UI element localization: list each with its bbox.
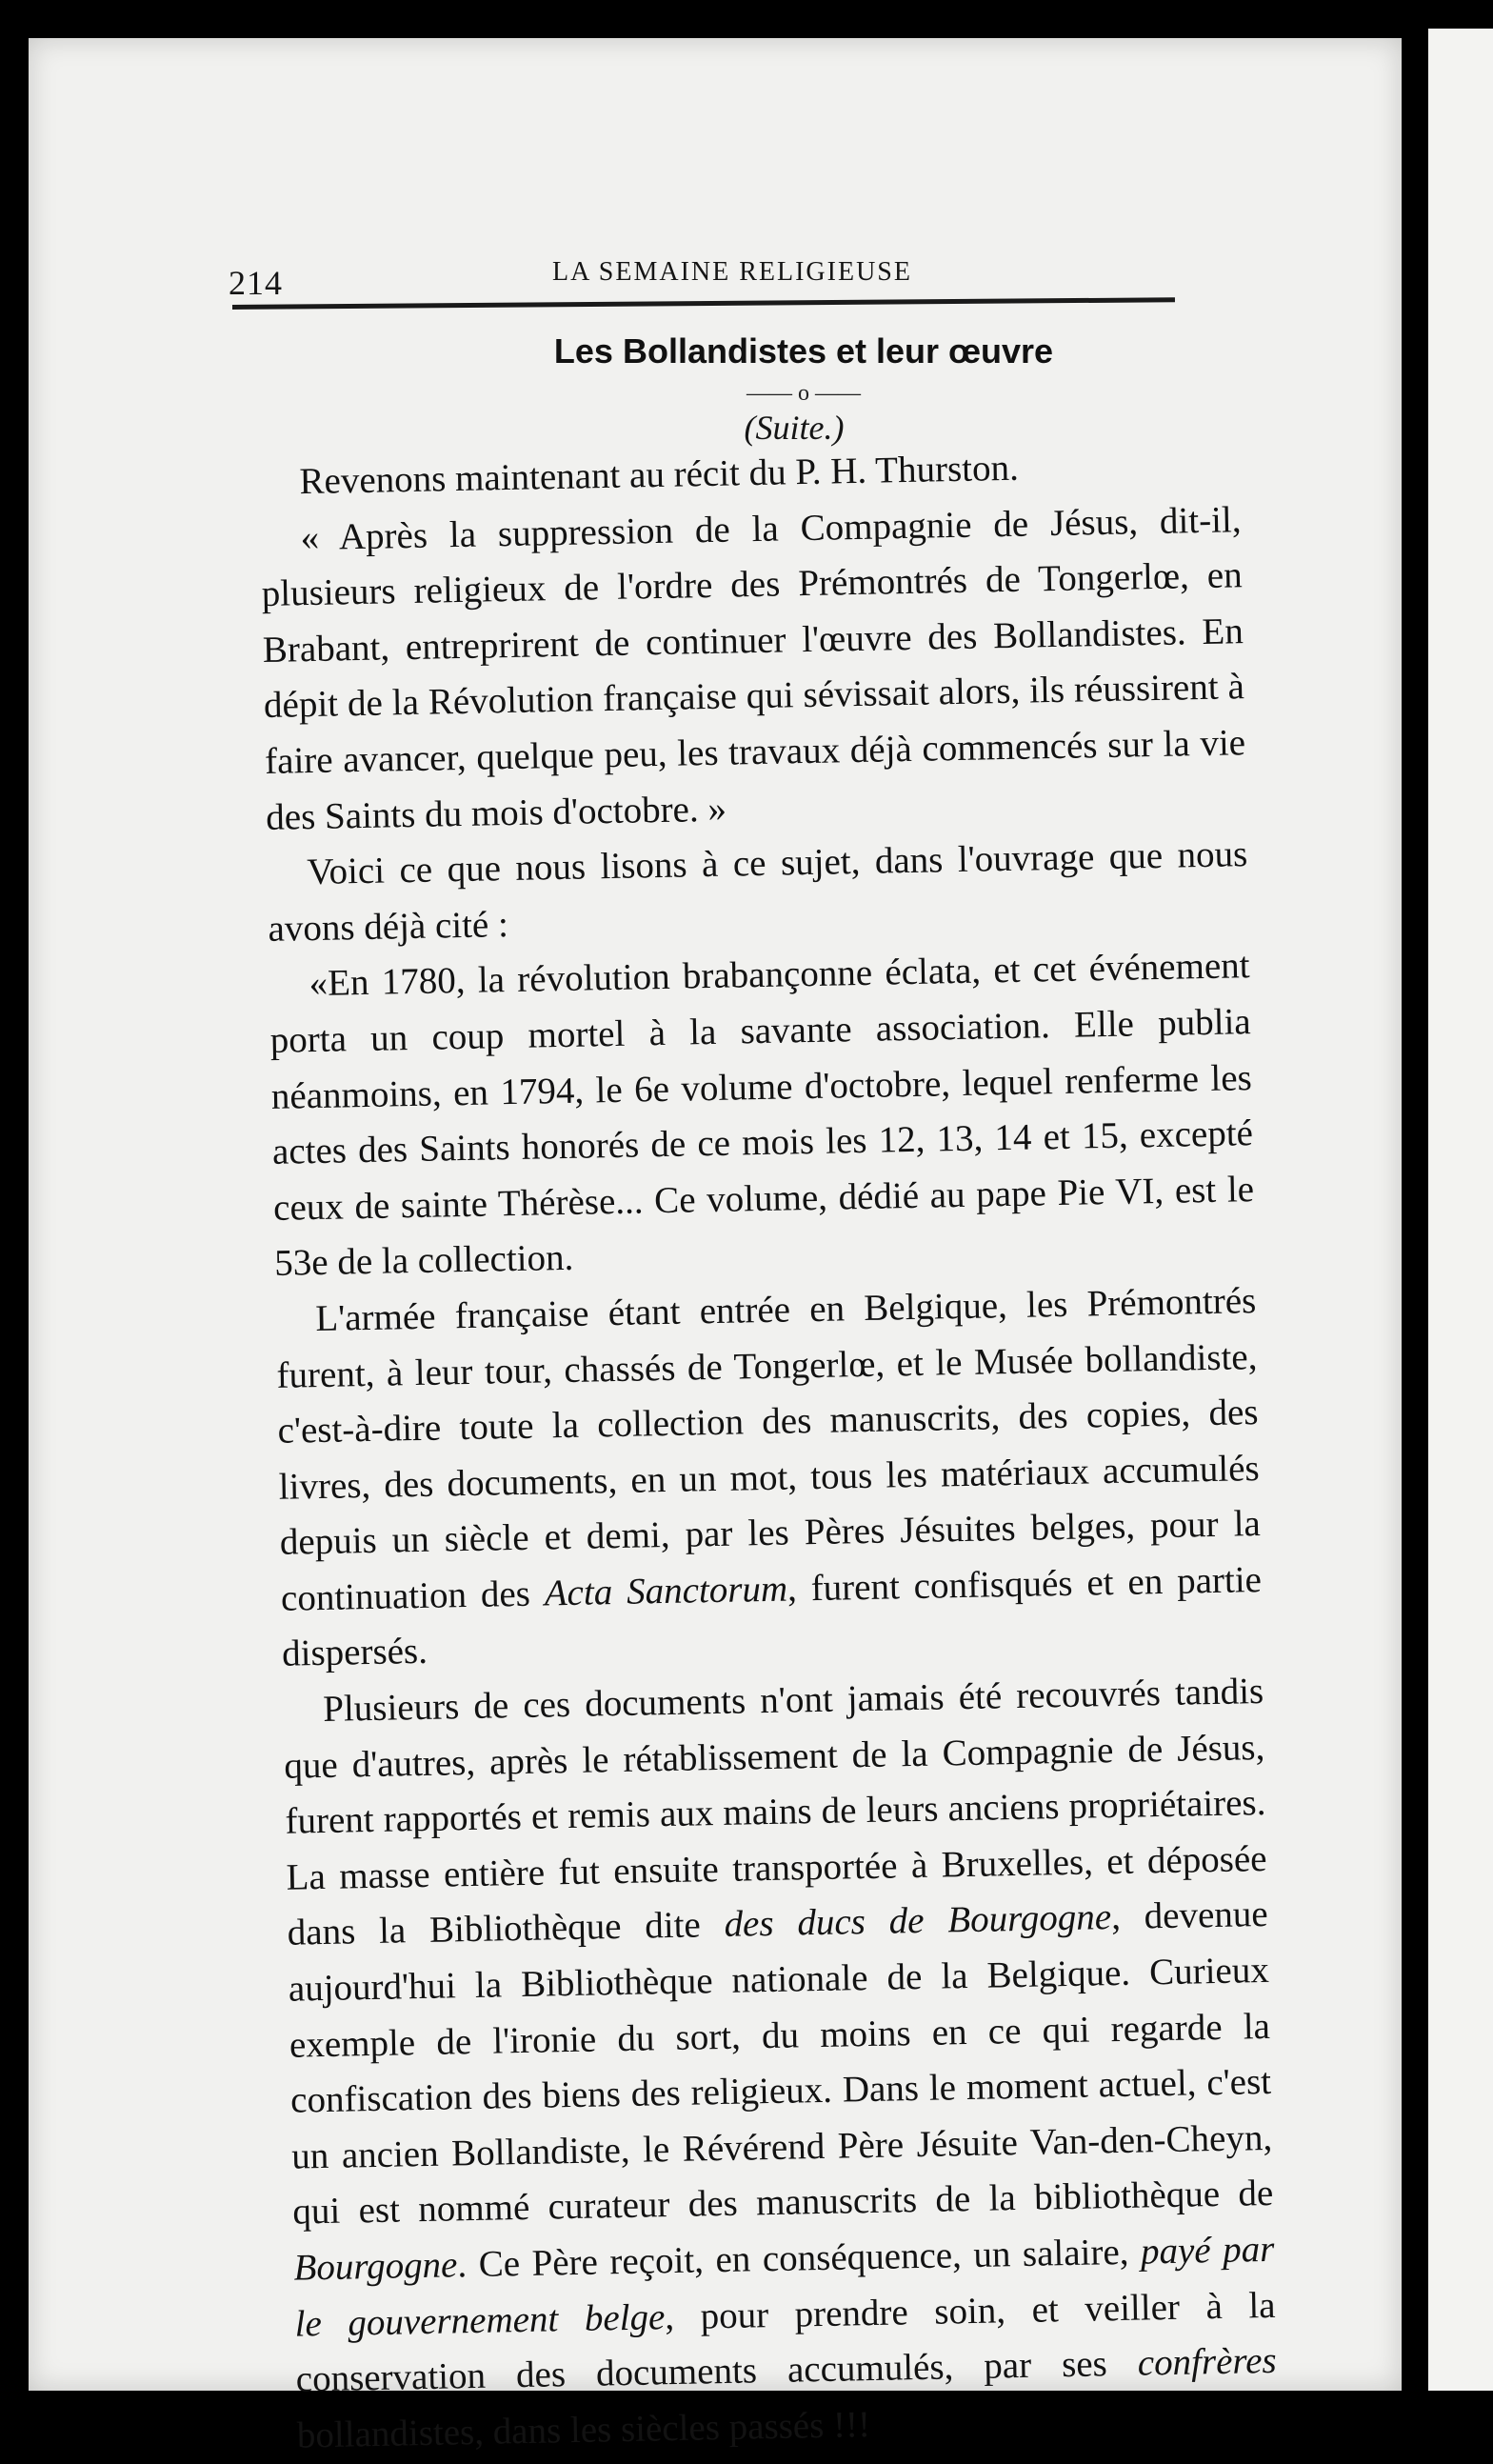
italic-title: Acta Sanctorum bbox=[544, 1568, 788, 1614]
paragraph-text: , pour prendre soin, et veiller à la conservation des documents accumulés, par ses bbox=[295, 2284, 1276, 2400]
paragraph-text: bollandistes, dans les siècles passés !!! bbox=[296, 2403, 871, 2456]
italic-phrase: payé par le gouvernement belge bbox=[294, 2228, 1275, 2345]
paragraph bbox=[260, 492, 1247, 846]
page-number: 214 bbox=[229, 264, 283, 302]
title-ornament: —— o —— bbox=[746, 381, 861, 406]
paragraph-text: Plusieurs de ces documents n'ont jamais été recouvrés tandis que d'autres, après le rétablissement de la Compagnie de Jésus, furent rapportés et remis aux mains de leurs anciens propriétaires. La masse entière fut ensuite transportée à Bruxelles, et déposée dans la Bibliothèque dite bbox=[284, 1671, 1267, 1954]
article-body bbox=[259, 436, 1278, 2464]
paragraph-text: Voici ce que nous lisons à ce sujet, dans l'ouvrage que nous avons déjà cité : bbox=[268, 833, 1248, 950]
paragraph-text: . Ce Père reçoit, en conséquence, un salaire, bbox=[456, 2231, 1142, 2286]
article-title: Les Bollandistes et leur œuvre bbox=[553, 331, 1054, 371]
running-head bbox=[229, 250, 1181, 302]
italic-phrase: des ducs de Bourgogne bbox=[724, 1896, 1112, 1946]
italic-phrase: Bourgogne bbox=[293, 2244, 458, 2289]
paragraph-text: , furent confisqués et en partie dispersés. bbox=[281, 1558, 1263, 1675]
paragraph-text: L'armée française étant entrée en Belgique, les Prémontrés furent, à leur tour, chassés de Tongerlœ, et le Musée bollandiste, c'est-à-dire toute la collection des manuscrits, des copies, des livres, des documents, en un mot, tous les matériaux accumulés depuis un siècle et demi, par les Pères Jésuites belges, pour la continuation des bbox=[276, 1279, 1262, 1619]
paragraph bbox=[269, 938, 1256, 1292]
paragraph-text: «En 1780, la révolution brabançonne éclata, et cet événement porta un coup mortel à la savante association. Elle publia néanmoins, en 1794, le 6e volume d'octobre, lequel renferme les actes des Saints honorés de ce mois les 12, 13, 14 et 15, excepté ceux de sainte Thérèse... Ce volume, dédié au pape Pie VI, est le 53e de la collection. bbox=[269, 945, 1255, 1285]
paragraph-text: Revenons maintenant au récit du P. H. Thurston. bbox=[299, 447, 1020, 503]
journal-title: LA SEMAINE RELIGIEUSE bbox=[552, 257, 912, 287]
paragraph bbox=[283, 1664, 1279, 2464]
article-subtitle: (Suite.) bbox=[744, 409, 845, 447]
paragraph-text: , devenue aujourd'hui la Bibliothèque nationale de la Belgique. Curieux exemple de l'ironie du sort, du moins en ce qui regarde la confiscation des biens des religieux. Dans le moment actuel, c'est un ancien Bollandiste, le Révérend Père Jésuite Van-den-Cheyn, qui est nommé curateur des manuscrits de la bibliothèque de bbox=[288, 1893, 1274, 2234]
paragraph bbox=[275, 1273, 1264, 1683]
paragraph bbox=[267, 827, 1249, 957]
paragraph-text: « Après la suppression de la Compagnie de Jésus, dit-il, plusieurs religieux de l'ordre des Prémontrés de Tongerlœ, en Brabant, entreprirent de continuer l'œuvre des Bollandistes. En dépit de la Révolution française qui sévissait alors, ils réussirent à faire avancer, quelque peu, les travaux déjà commencés sur la vie des Saints du mois d'octobre. » bbox=[261, 498, 1246, 838]
italic-phrase: confrères bbox=[1137, 2340, 1278, 2384]
